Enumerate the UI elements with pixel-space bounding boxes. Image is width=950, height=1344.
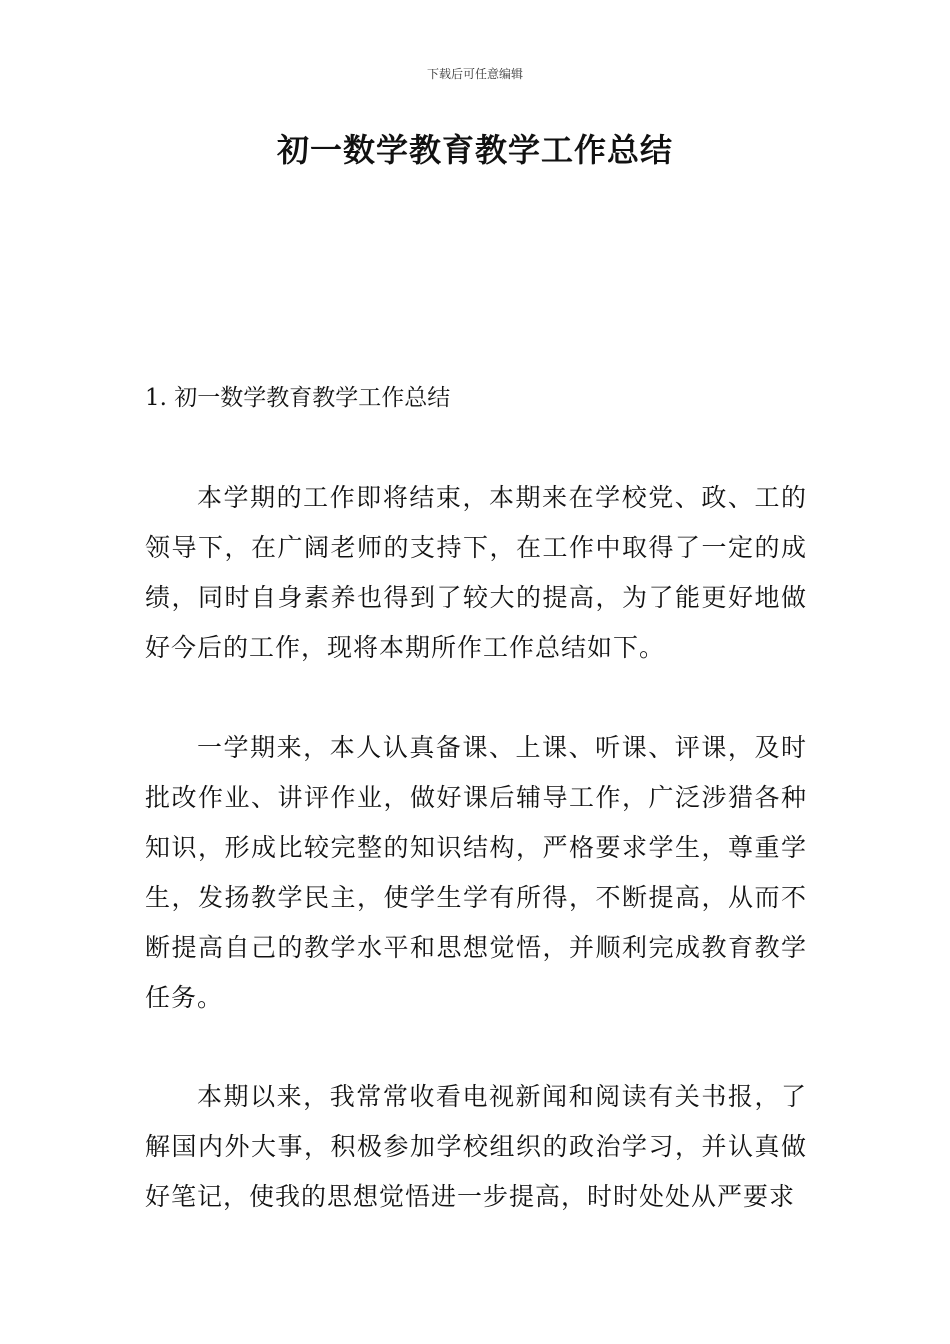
document-title: 初一数学教育教学工作总结 — [276, 131, 673, 169]
header-note: 下载后可任意编辑 — [426, 67, 523, 81]
paragraph-1: 本学期的工作即将结束，本期来在学校党、政、工的领导下，在广阔老师的支持下，在工作中取得了一定的成绩，同时自身素养也得到了较大的提高，为了能更好地做好今后的工作，现将本期所作工作总结如下。 — [145, 483, 807, 662]
paragraph-3: 本期以来，我常常收看电视新闻和阅读有关书报，了解国内外大事，积极参加学校组织的政治学习，并认真做好笔记，使我的思想觉悟进一步提高，时时处处从严要求 — [145, 1082, 807, 1211]
paragraph-2: 一学期来，本人认真备课、上课、听课、评课，及时批改作业、讲评作业，做好课后辅导工作，广泛涉猎各种知识，形成比较完整的知识结构，严格要求学生，尊重学生，发扬教学民主，使学生学有所得，不断提高，从而不断提高自己的教学水平和思想觉悟，并顺利完成教育教学任务。 — [145, 733, 807, 1012]
section-heading: 1. 初一数学教育教学工作总结 — [145, 385, 451, 411]
